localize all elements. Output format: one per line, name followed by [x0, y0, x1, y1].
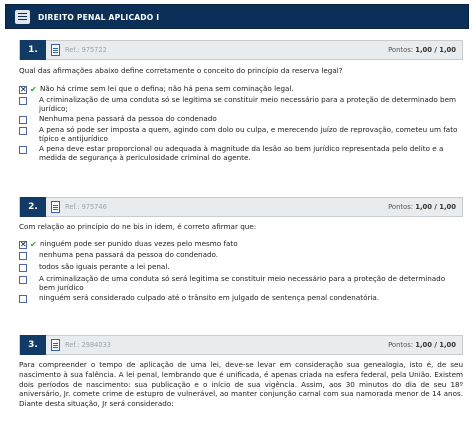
question-header-2 — [19, 197, 463, 217]
option-label: Nenhuma pena passará da pessoa do condenado — [39, 114, 217, 123]
book-icon — [15, 10, 30, 24]
question-points: Pontos: 1,00 / 1,00 — [388, 203, 456, 211]
option-checkbox[interactable] — [19, 146, 27, 154]
option-checkbox[interactable] — [19, 97, 27, 105]
option-label: todos são iguais perante a lei penal. — [39, 262, 170, 271]
checkmark-icon: ✔ — [30, 85, 37, 94]
option-label: Não há crime sem lei que o defina; não há pena sem cominação legal. — [40, 84, 294, 93]
document-icon[interactable] — [51, 44, 60, 56]
course-title: DIREITO PENAL APLICADO I — [38, 13, 160, 22]
option-checkbox[interactable] — [19, 264, 27, 272]
document-icon[interactable] — [51, 201, 60, 213]
option-checkbox[interactable] — [19, 252, 27, 260]
question-header-3 — [19, 335, 463, 355]
question-ref: Ref.: 2984033 — [65, 341, 111, 349]
question-text: Com relação ao princípio do ne bis in idem, é correto afirmar que: — [19, 222, 257, 231]
option-label: ninguém pode ser punido duas vezes pelo mesmo fato — [40, 239, 238, 248]
option-checkbox[interactable] — [19, 127, 27, 135]
option-label: A pena deve estar proporcional ou adequada à magnitude da lesão ao bem jurídico representada pelo delito e a medida de segurança à periculosidade criminal do agente. — [39, 144, 444, 162]
question-points: Pontos: 1,00 / 1,00 — [388, 341, 456, 349]
option-label: A pena só pode ser imposta a quem, agindo com dolo ou culpa, e merecendo juízo de reprovação, cometeu um fato típico e antijurídico — [39, 125, 458, 143]
question-number: 1. — [20, 40, 46, 60]
option-checkbox[interactable] — [19, 276, 27, 284]
question-number: 3. — [20, 335, 46, 355]
document-icon[interactable] — [51, 339, 60, 351]
question-text: Qual das afirmações abaixo define corretamente o conceito do princípio da reserva legal? — [19, 66, 343, 75]
question-ref: Ref.: 975746 — [65, 203, 107, 211]
option-label: A criminalização de uma conduta só será legitima se constituir meio necessário para a proteção de determinado bem jurídico — [39, 274, 446, 292]
option-label: A criminalização de uma conduta só se legitima se constituir meio necessário para a proteção de determinado bem jurídico; — [39, 95, 457, 113]
question-ref: Ref.: 975722 — [65, 46, 107, 54]
course-header — [5, 4, 469, 29]
option-checkbox[interactable] — [19, 116, 27, 124]
option-checkbox[interactable] — [19, 86, 27, 94]
option-label: nenhuma pena passará da pessoa do condenado. — [39, 250, 219, 259]
option-label: ninguém será considerado culpado até o trânsito em julgado de sentença penal condenatória. — [39, 293, 380, 302]
option-checkbox[interactable] — [19, 295, 27, 303]
question-text: Para compreender o tempo de aplicação de uma lei, deve-se levar em consideração sua genealogia, isto é, de seu nascimento à sua falência. A lei penal, lembrando que é unificada, é apenas criada na esfera federal, pela União. Existem dois períodos de nascimento: sua publicação e o início de sua vigência. Assim, aos 30 minutos do dia de seu 18º aniversário, Jr. comete crime de estupro de vulnerável, ao manter conjunção carnal com sua namorada menor de 14 anos. Diante desta situação, Jr será considerado: — [19, 360, 463, 409]
checkmark-icon: ✔ — [30, 240, 37, 249]
option-checkbox[interactable] — [19, 241, 27, 249]
question-points: Pontos: 1,00 / 1,00 — [388, 46, 456, 54]
question-header-1 — [19, 40, 463, 60]
question-number: 2. — [20, 197, 46, 217]
